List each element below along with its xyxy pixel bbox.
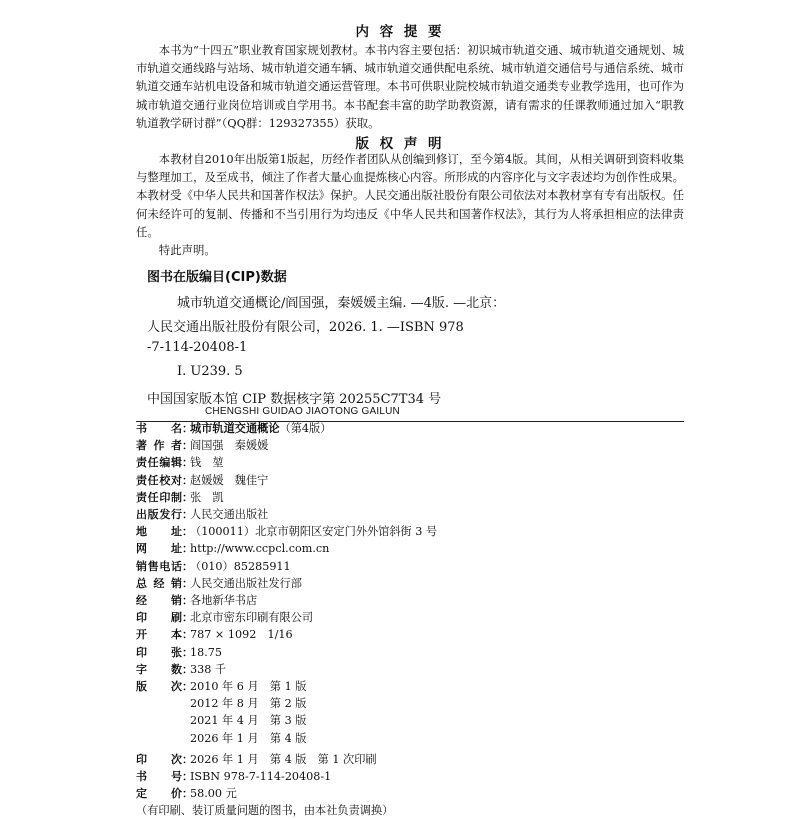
detail-value-text: 北京市密东印刷有限公司: [190, 611, 314, 625]
detail-label: 印 刷: [136, 611, 182, 625]
detail-value: [190, 678, 306, 695]
detail-label: 地 址: [136, 525, 182, 539]
detail-value-text: http://www.ccpcl.com.cn: [190, 542, 330, 556]
cip-line-2: 人民交通出版社股份有限公司，2026. 1. —ISBN 978: [147, 320, 464, 335]
detail-value-text: 338 千: [190, 662, 227, 676]
detail-label: 经 销: [136, 594, 182, 607]
detail-value-text: （100011）北京市朝阳区安定门外外馆斜街 3 号: [190, 525, 438, 539]
detail-value-text: 赵媛媛 魏佳宁: [190, 473, 269, 487]
detail-label: 书 名: [136, 422, 182, 435]
detail-colon: ：: [182, 680, 193, 693]
detail-colon: ：: [182, 628, 193, 642]
detail-value: [190, 558, 291, 575]
detail-colon: ：: [182, 594, 193, 607]
detail-value: [190, 454, 224, 471]
detail-label: 版 次: [136, 680, 182, 693]
detail-colon: ：: [182, 542, 193, 556]
detail-label: 销 售 电 话: [136, 559, 182, 573]
detail-label: 字 数: [136, 662, 182, 676]
detail-value: [190, 437, 268, 454]
detail-colon: ：: [182, 645, 193, 659]
detail-value: [190, 489, 224, 506]
detail-label: 印 次: [136, 752, 182, 766]
detail-value-text: 2026 年 1 月 第 4 版 第 1 次印刷: [190, 752, 377, 766]
detail-value: [190, 506, 268, 523]
detail-value: [190, 575, 302, 592]
detail-value-text: 787 × 1092 1/16: [190, 628, 293, 642]
detail-value: [190, 472, 268, 489]
detail-value: [190, 751, 377, 768]
detail-colon: ：: [182, 662, 193, 676]
detail-label: 定 价: [136, 787, 182, 801]
copyright-heading: 版 权 声 明: [355, 136, 445, 152]
pinyin-title: CHENGSHI GUIDAO JIAOTONG GAILUN: [205, 406, 400, 417]
detail-label: 网 址: [136, 542, 182, 556]
detail-value-text: 2010 年 6 月 第 1 版: [190, 680, 307, 693]
detail-value: [190, 768, 331, 785]
detail-value-text: 张 凯: [190, 490, 224, 504]
detail-colon: ：: [182, 770, 193, 783]
cip-line-3: -7-114-20408-1: [147, 340, 248, 355]
detail-colon: ：: [182, 456, 193, 470]
copyright-paragraph: [136, 150, 684, 259]
detail-label: 印 张: [136, 645, 182, 659]
detail-value-text: ISBN 978-7-114-20408-1: [190, 770, 332, 783]
cip-line-4: Ⅰ. U239. 5: [177, 364, 243, 379]
detail-value: [190, 644, 222, 661]
detail-label: 责 任 印 制: [136, 490, 182, 504]
cip-title: 图书在版编目(CIP)数据: [147, 270, 287, 285]
detail-value: [190, 523, 437, 540]
detail-colon: ：: [182, 525, 193, 539]
detail-value: [190, 609, 313, 626]
edition-line: 2012 年 8 月 第 2 版: [190, 697, 307, 711]
detail-colon: ：: [182, 559, 193, 573]
footer-note: （有印刷、装订质量问题的图书，由本社负责调换）: [136, 804, 394, 818]
detail-value: [190, 592, 257, 609]
detail-value: [190, 626, 293, 643]
detail-label: 责 任 编 辑: [136, 456, 182, 470]
detail-label: 开 本: [136, 628, 182, 642]
detail-colon: ：: [182, 508, 193, 521]
summary-heading: 内 容 提 要: [355, 24, 445, 40]
detail-label: 著 作 者: [136, 439, 182, 453]
detail-colon: ：: [182, 576, 193, 590]
detail-label: 责 任 校 对: [136, 473, 182, 487]
cip-line-5: 中国国家版本馆 CIP 数据核字第 20255C7T34 号: [147, 392, 442, 407]
detail-value: [190, 540, 329, 557]
detail-value-text: 人民交通出版社发行部: [190, 576, 302, 590]
detail-colon: ：: [182, 611, 193, 625]
detail-colon: ：: [182, 490, 193, 504]
copyright-text: 本教材自2010年出版第1版起，历经作者团队从创编到修订，至今第4版。其间，从相关调研到资料收集与整理加工，及至成书，倾注了作者大量心血提炼核心内容。所形成的内容序化与文字表述均为创作性成果。本教材受《中华人民共和国著作权法》保护。人民交通出版社股份有限公司依法对本教材享有专有出版权。任何未经许可的复制、传播和不当引用行为均违反《中华人民共和国著作权法》，其行为人将承担相应的法律责任。: [136, 152, 684, 239]
detail-value-text: 阎国强 秦媛媛: [190, 439, 269, 453]
cip-line-1: 城市轨道交通概论/阎国强，秦媛媛主编. —4版. —北京：: [177, 296, 506, 311]
edition-line: 2026 年 1 月 第 4 版: [190, 731, 307, 745]
detail-value-text: 58.00 元: [190, 787, 237, 801]
edition-line: 2021 年 4 月 第 3 版: [190, 714, 307, 728]
detail-value: [190, 661, 226, 678]
detail-colon: ：: [182, 439, 193, 453]
copyright-closing: 特此声明。: [158, 243, 216, 258]
summary-text: 本书为“十四五”职业教育国家规划教材。本书内容主要包括：初识城市轨道交通、城市轨道交通规划、城市轨道交通线路与站场、城市轨道交通车辆、城市轨道交通供配电系统、城市轨道交通信号与通信系统、城市轨道交通车站机电设备和城市轨道交通运营管理。本书可供职业院校城市轨道交通类专业教学选用，也可作为城市轨道交通行业岗位培训或自学用书。本书配套丰富的助学助教资源，请有需求的任课教师通过加入“职教轨道教学研讨群”（QQ群：129327355）获取。: [136, 43, 684, 130]
detail-value: [190, 420, 331, 437]
detail-label: 总 经 销: [136, 576, 182, 590]
detail-value-text: 人民交通出版社: [190, 508, 269, 521]
summary-paragraph: [136, 41, 684, 132]
detail-colon: ：: [182, 422, 193, 435]
detail-label: 书 号: [136, 770, 182, 783]
detail-value-text: 钱 堃: [190, 456, 224, 470]
detail-value-text: （010）85285911: [190, 559, 291, 573]
detail-colon: ：: [182, 473, 193, 487]
detail-label: 出 版 发 行: [136, 508, 182, 521]
detail-value-text: 18.75: [190, 645, 223, 659]
detail-value-text: 城市轨道交通概论: [190, 421, 280, 435]
detail-colon: ：: [182, 787, 193, 801]
detail-colon: ：: [182, 752, 193, 766]
detail-value-text: 各地新华书店: [190, 594, 258, 607]
detail-value-suffix: （第4版）: [279, 422, 332, 435]
